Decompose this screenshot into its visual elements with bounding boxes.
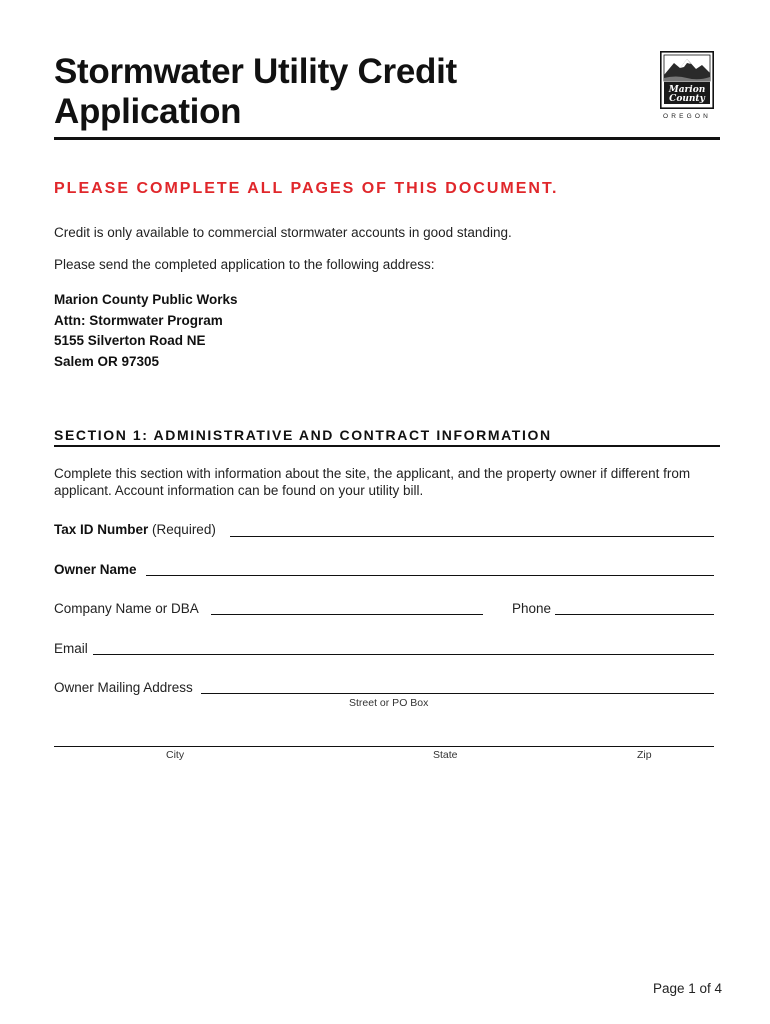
complete-all-pages-notice: PLEASE COMPLETE ALL PAGES OF THIS DOCUMENT. xyxy=(54,180,559,197)
city-sublabel: City xyxy=(166,749,185,761)
street-input[interactable] xyxy=(201,693,714,694)
street-sublabel: Street or PO Box xyxy=(349,697,429,709)
header-divider xyxy=(54,137,720,140)
phone-label: Phone xyxy=(512,601,552,616)
city-state-zip-input[interactable] xyxy=(54,746,714,747)
company-name-label: Company Name or DBA xyxy=(54,601,199,616)
company-name-input[interactable] xyxy=(211,614,483,615)
page-title xyxy=(54,52,457,132)
page-title-line-2: Application xyxy=(54,92,242,131)
owner-name-input[interactable] xyxy=(146,575,714,576)
page-number: Page 1 of 4 xyxy=(652,981,722,996)
owner-name-label xyxy=(54,562,137,577)
address-line-4: Salem OR 97305 xyxy=(54,353,160,369)
tax-id-label-text: Tax ID Number xyxy=(54,522,149,537)
tax-id-required-note: (Required) xyxy=(152,522,216,537)
section-1-title: SECTION 1: ADMINISTRATIVE AND CONTRACT INFORMATION xyxy=(54,427,552,443)
send-instructions: Please send the completed application to the following address: xyxy=(54,257,435,272)
logo-state-label: OREGON xyxy=(662,113,712,120)
mailing-address-label: Owner Mailing Address xyxy=(54,680,193,695)
zip-sublabel: Zip xyxy=(637,749,652,761)
section-1-divider xyxy=(54,445,720,447)
tax-id-input[interactable] xyxy=(230,536,714,537)
section-1-description: Complete this section with information about the site, the applicant, and the property owner if different from applicant. Account information can be found on your utility bill. xyxy=(54,466,691,498)
tax-id-label xyxy=(54,522,216,537)
logo-text-county: County xyxy=(669,94,705,104)
phone-input[interactable] xyxy=(555,614,714,615)
credit-eligibility-note: Credit is only available to commercial stormwater accounts in good standing. xyxy=(54,225,512,240)
page-title-line-1: Stormwater Utility Credit xyxy=(54,52,457,91)
mailing-address-block xyxy=(54,290,238,372)
address-line-2: Attn: Stormwater Program xyxy=(54,312,223,328)
owner-name-label-text: Owner Name xyxy=(54,562,137,577)
address-line-3: 5155 Silverton Road NE xyxy=(54,333,206,348)
marion-county-logo xyxy=(660,51,714,109)
email-label: Email xyxy=(54,641,88,656)
logo-text-marion: Marion xyxy=(668,85,706,95)
email-input[interactable] xyxy=(93,654,714,655)
address-line-1: Marion County Public Works xyxy=(54,292,238,307)
state-sublabel: State xyxy=(433,749,458,761)
